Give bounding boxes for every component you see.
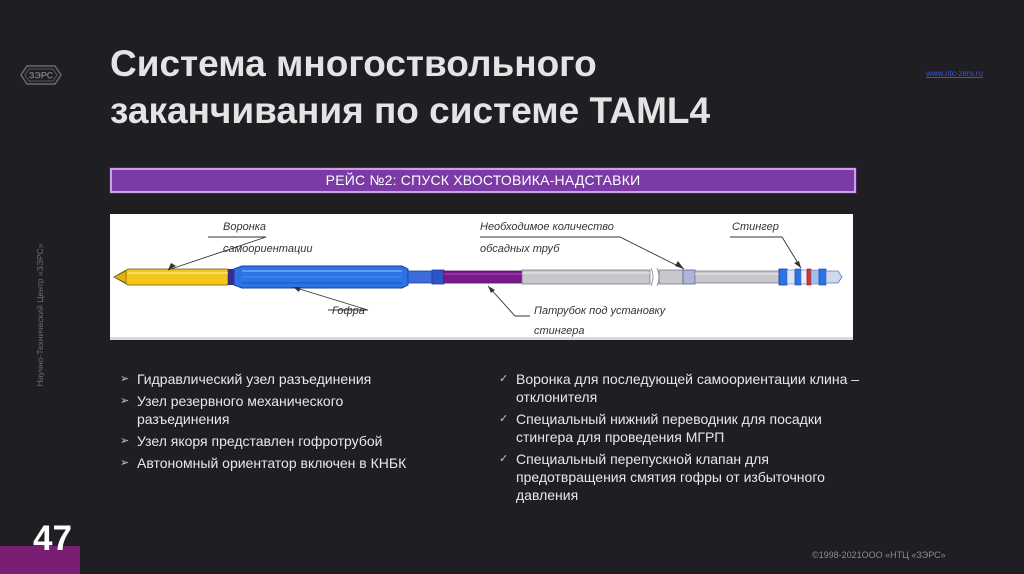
slide-title-line-2: заканчивания по системе TAML4 xyxy=(110,90,711,131)
list-item-text: Воронка для последующей самоориентации клина – отклонителя xyxy=(516,371,860,405)
list-item-text: Специальный нижний переводник для посадки стингера для проведения МГРП xyxy=(516,411,822,445)
label-casing-line-1: Необходимое количество xyxy=(480,221,614,233)
arrow-bullet-icon: ➢ xyxy=(120,373,130,385)
check-bullet-icon: ✓ xyxy=(499,453,509,465)
list-item xyxy=(120,454,420,472)
tool-diagram xyxy=(110,214,853,340)
label-casing-line-2: обсадных труб xyxy=(480,243,560,255)
slide-title xyxy=(110,40,870,134)
arrow-bullet-icon: ➢ xyxy=(120,395,130,407)
website-link[interactable]: www.ntc-zers.ru xyxy=(926,69,983,78)
label-funnel-line-2: самоориентации xyxy=(223,243,313,255)
label-funnel-line-1: Воронка xyxy=(223,221,267,233)
casing-section-1 xyxy=(522,270,650,284)
company-logo xyxy=(18,58,64,92)
copyright-text: ©1998-2021ООО «НТЦ «ЗЭРС» xyxy=(812,550,946,560)
list-item xyxy=(120,392,420,428)
label-pipe-line-2: стингера xyxy=(534,325,585,337)
left-feature-list xyxy=(120,370,420,476)
label-pipe-line-1: Патрубок под установку xyxy=(534,305,666,317)
slide-title-line-1: Система многоствольного xyxy=(110,43,597,84)
section-banner xyxy=(110,168,856,193)
list-item-text: Узел якоря представлен гофротрубой xyxy=(137,433,383,449)
check-bullet-icon: ✓ xyxy=(499,373,509,385)
page-number: 47 xyxy=(33,519,72,558)
logo-text: ЗЭРС xyxy=(28,70,54,81)
stinger-section xyxy=(779,269,787,285)
list-item xyxy=(120,432,420,450)
arrow-bullet-icon: ➢ xyxy=(120,457,130,469)
list-item-text: Автономный ориентатор включен в КНБК xyxy=(137,455,407,471)
list-item xyxy=(499,410,869,446)
list-item xyxy=(499,450,869,504)
label-stinger: Стингер xyxy=(732,221,779,233)
vertical-company-text: Научно-Технический Центр «ЗЭРС» xyxy=(35,243,45,387)
list-item-text: Специальный перепускной клапан для предотвращения смятия гофры от избыточного давления xyxy=(516,451,825,503)
right-feature-list xyxy=(499,370,869,508)
orienter-section xyxy=(114,269,228,285)
list-item xyxy=(120,370,420,388)
list-item-text: Узел резервного механического разъединения xyxy=(137,393,344,427)
list-item xyxy=(499,370,869,406)
arrow-bullet-icon: ➢ xyxy=(120,435,130,447)
list-item-text: Гидравлический узел разъединения xyxy=(137,371,372,387)
vertical-company-caption xyxy=(33,220,47,410)
check-bullet-icon: ✓ xyxy=(499,413,509,425)
purple-section xyxy=(444,271,522,283)
section-banner-text: РЕЙС №2: СПУСК ХВОСТОВИКА-НАДСТАВКИ xyxy=(325,172,641,188)
casing-section-2 xyxy=(695,271,779,283)
label-corrugation: Гофра xyxy=(332,305,365,317)
